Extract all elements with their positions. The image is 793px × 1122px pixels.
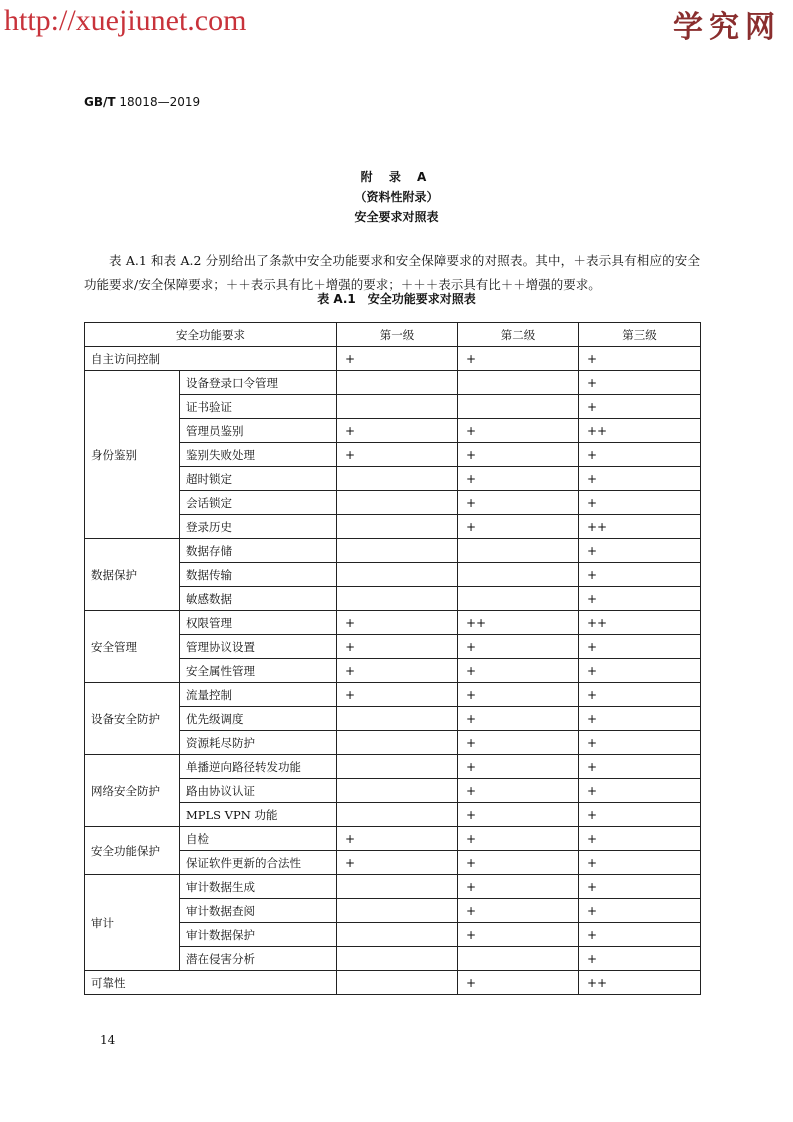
row-group-label: 网络安全防护 <box>85 755 180 827</box>
level-3-mark: + <box>579 371 701 395</box>
row-item-label: 潜在侵害分析 <box>180 947 337 971</box>
row-item-label: 流量控制 <box>180 683 337 707</box>
level-3-mark: + <box>579 683 701 707</box>
level-3-mark: + <box>579 635 701 659</box>
row-group-label: 可靠性 <box>85 971 337 995</box>
level-3-mark: + <box>579 899 701 923</box>
requirements-table <box>84 322 701 995</box>
level-3-mark: ++ <box>579 419 701 443</box>
level-1-mark: + <box>337 611 458 635</box>
row-item-label: 自检 <box>180 827 337 851</box>
table-header-row <box>85 323 701 347</box>
row-item-label: 证书验证 <box>180 395 337 419</box>
level-1-mark <box>337 923 458 947</box>
row-item-label: 权限管理 <box>180 611 337 635</box>
header-level-3: 第三级 <box>579 323 701 347</box>
row-item-label: 单播逆向路径转发功能 <box>180 755 337 779</box>
level-3-mark: + <box>579 539 701 563</box>
header-requirement: 安全功能要求 <box>85 323 337 347</box>
level-1-mark <box>337 971 458 995</box>
page-number: 14 <box>100 1033 116 1047</box>
row-item-label: 保证软件更新的合法性 <box>180 851 337 875</box>
row-item-label: 审计数据查阅 <box>180 899 337 923</box>
row-item-label: 鉴别失败处理 <box>180 443 337 467</box>
level-3-mark: ++ <box>579 515 701 539</box>
level-2-mark: + <box>458 515 579 539</box>
standard-code <box>84 95 200 109</box>
level-2-mark: + <box>458 443 579 467</box>
level-2-mark: + <box>458 707 579 731</box>
level-3-mark: + <box>579 875 701 899</box>
watermark-url: http://xuejiunet.com <box>4 4 247 37</box>
watermark-logo: 学究网 <box>673 10 781 45</box>
annex-heading <box>0 167 793 227</box>
level-2-mark: + <box>458 659 579 683</box>
row-group-label: 审计 <box>85 875 180 971</box>
table-row <box>85 971 701 995</box>
level-1-mark: + <box>337 851 458 875</box>
level-3-mark: + <box>579 467 701 491</box>
standard-prefix: GB/T <box>84 95 116 109</box>
level-2-mark: + <box>458 851 579 875</box>
row-item-label: 路由协议认证 <box>180 779 337 803</box>
level-1-mark <box>337 731 458 755</box>
level-2-mark <box>458 395 579 419</box>
level-1-mark <box>337 803 458 827</box>
level-1-mark <box>337 563 458 587</box>
annex-type: （资料性附录） <box>354 190 439 204</box>
level-2-mark: + <box>458 635 579 659</box>
level-1-mark: + <box>337 683 458 707</box>
row-item-label: 管理协议设置 <box>180 635 337 659</box>
level-3-mark: + <box>579 827 701 851</box>
header-level-1: 第一级 <box>337 323 458 347</box>
row-item-label: 安全属性管理 <box>180 659 337 683</box>
table-row <box>85 611 701 635</box>
table-row <box>85 875 701 899</box>
annex-name: 安全要求对照表 <box>354 210 439 224</box>
row-item-label: 设备登录口令管理 <box>180 371 337 395</box>
level-1-mark: + <box>337 635 458 659</box>
table-row <box>85 347 701 371</box>
row-group-label: 数据保护 <box>85 539 180 611</box>
level-2-mark <box>458 371 579 395</box>
level-1-mark: + <box>337 659 458 683</box>
table-row <box>85 683 701 707</box>
level-1-mark <box>337 755 458 779</box>
table-row <box>85 539 701 563</box>
table-row <box>85 755 701 779</box>
level-2-mark: + <box>458 755 579 779</box>
level-3-mark: + <box>579 947 701 971</box>
level-3-mark: + <box>579 563 701 587</box>
row-group-label: 安全功能保护 <box>85 827 180 875</box>
row-item-label: 优先级调度 <box>180 707 337 731</box>
level-1-mark <box>337 587 458 611</box>
level-2-mark: + <box>458 827 579 851</box>
row-group-label: 安全管理 <box>85 611 180 683</box>
row-group-label: 设备安全防护 <box>85 683 180 755</box>
level-1-mark <box>337 515 458 539</box>
level-3-mark: + <box>579 755 701 779</box>
level-3-mark: + <box>579 347 701 371</box>
level-1-mark <box>337 467 458 491</box>
level-1-mark <box>337 371 458 395</box>
table-caption: 表 A.1 安全功能要求对照表 <box>317 292 476 306</box>
row-item-label: 登录历史 <box>180 515 337 539</box>
level-2-mark: ++ <box>458 611 579 635</box>
table-row <box>85 371 701 395</box>
level-2-mark: + <box>458 419 579 443</box>
level-3-mark: + <box>579 587 701 611</box>
level-2-mark <box>458 947 579 971</box>
row-item-label: 审计数据保护 <box>180 923 337 947</box>
table-row <box>85 827 701 851</box>
level-3-mark: + <box>579 707 701 731</box>
row-item-label: 数据传输 <box>180 563 337 587</box>
level-3-mark: + <box>579 491 701 515</box>
level-2-mark <box>458 539 579 563</box>
table-body <box>85 347 701 995</box>
level-2-mark: + <box>458 923 579 947</box>
level-3-mark: + <box>579 443 701 467</box>
level-2-mark: + <box>458 803 579 827</box>
level-1-mark <box>337 539 458 563</box>
standard-number: 18018—2019 <box>119 95 201 109</box>
level-1-mark <box>337 875 458 899</box>
level-1-mark <box>337 899 458 923</box>
row-group-label: 身份鉴别 <box>85 371 180 539</box>
level-1-mark: + <box>337 347 458 371</box>
level-3-mark: + <box>579 779 701 803</box>
level-3-mark: + <box>579 731 701 755</box>
level-2-mark <box>458 563 579 587</box>
row-item-label: 敏感数据 <box>180 587 337 611</box>
level-3-mark: ++ <box>579 611 701 635</box>
level-2-mark: + <box>458 731 579 755</box>
annex-title: 附 录 A <box>360 170 433 184</box>
row-item-label: MPLS VPN 功能 <box>180 803 337 827</box>
row-item-label: 资源耗尽防护 <box>180 731 337 755</box>
row-item-label: 审计数据生成 <box>180 875 337 899</box>
level-1-mark <box>337 491 458 515</box>
level-3-mark: + <box>579 851 701 875</box>
level-2-mark: + <box>458 683 579 707</box>
level-2-mark <box>458 587 579 611</box>
level-3-mark: + <box>579 923 701 947</box>
level-3-mark: + <box>579 659 701 683</box>
row-item-label: 管理员鉴别 <box>180 419 337 443</box>
intro-paragraph: 表 A.1 和表 A.2 分别给出了条款中安全功能要求和安全保障要求的对照表。其中，＋表示具有相应的安全功能要求/安全保障要求；＋＋表示具有比＋增强的要求；＋＋＋表示具有比＋＋增强的要求。 <box>84 252 700 292</box>
level-3-mark: + <box>579 395 701 419</box>
level-1-mark <box>337 395 458 419</box>
row-item-label: 会话锁定 <box>180 491 337 515</box>
header-level-2: 第二级 <box>458 323 579 347</box>
level-1-mark <box>337 707 458 731</box>
level-3-mark: + <box>579 803 701 827</box>
level-2-mark: + <box>458 899 579 923</box>
level-1-mark: + <box>337 827 458 851</box>
level-2-mark: + <box>458 467 579 491</box>
row-item-label: 数据存储 <box>180 539 337 563</box>
level-2-mark: + <box>458 971 579 995</box>
level-1-mark: + <box>337 419 458 443</box>
level-2-mark: + <box>458 491 579 515</box>
level-3-mark: ++ <box>579 971 701 995</box>
row-item-label: 超时锁定 <box>180 467 337 491</box>
level-2-mark: + <box>458 875 579 899</box>
level-1-mark <box>337 947 458 971</box>
row-group-label: 自主访问控制 <box>85 347 337 371</box>
level-1-mark <box>337 779 458 803</box>
level-1-mark: + <box>337 443 458 467</box>
level-2-mark: + <box>458 779 579 803</box>
level-2-mark: + <box>458 347 579 371</box>
